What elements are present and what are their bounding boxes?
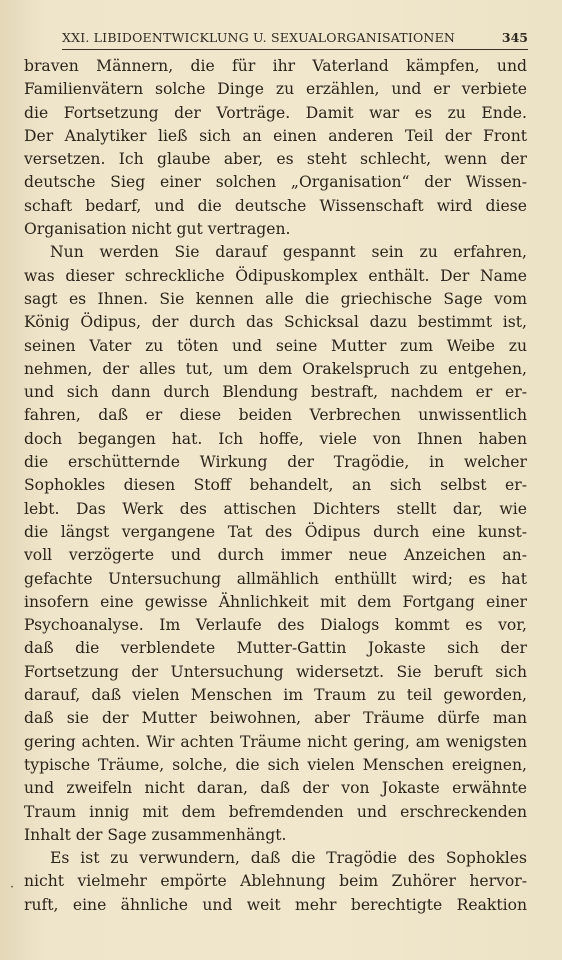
text-line: Sophokles diesen Stoff behandelt, an sich selbst er- — [24, 476, 527, 495]
text-line: was dieser schreckliche Ödipuskomplex enthält. Der Name — [24, 266, 527, 285]
paragraph-start-line: Nun werden Sie darauf gespannt sein zu erfahren, — [50, 243, 527, 262]
running-header-title: XXI. LIBIDOENTWICKLUNG U. SEXUALORGANISATIONEN — [62, 30, 456, 45]
text-line: nehmen, der alles tut, um dem Orakelspruch zu entgehen, — [24, 359, 527, 378]
text-line: ruft, eine ähnliche und weit mehr berechtigte Reaktion — [24, 895, 527, 914]
text-line: Traum innig mit dem befremdenden und erschreckenden — [24, 802, 527, 821]
margin-dot: · — [10, 880, 15, 895]
text-line: versetzen. Ich glaube aber, es steht schlecht, wenn der — [24, 150, 527, 169]
text-line: nicht vielmehr empörte Ablehnung beim Zuhörer hervor- — [24, 872, 527, 891]
text-line: darauf, daß vielen Menschen im Traum zu teil geworden, — [24, 686, 527, 705]
paragraph-start-line: Es ist zu verwundern, daß die Tragödie des Sophokles — [50, 849, 527, 868]
text-line: braven Männern, die für ihr Vaterland kämpfen, und — [24, 57, 527, 75]
text-line: sagt es Ihnen. Sie kennen alle die griechische Sage vom — [24, 289, 527, 308]
text-line: doch begangen hat. Ich hoffe, viele von Ihnen haben — [24, 429, 527, 448]
text-line: deutsche Sieg einer solchen „Organisation“ der Wissen- — [24, 173, 527, 192]
body-text — [24, 55, 527, 917]
text-line: gefachte Untersuchung allmählich enthüllt wird; es hat — [24, 569, 527, 588]
text-line: voll verzögerte und durch immer neue Anzeichen an- — [24, 546, 527, 565]
text-line: Familienvätern solche Dinge zu erzählen, und er verbiete — [24, 80, 527, 99]
text-line: daß die verblendete Mutter-Gattin Jokaste sich der — [24, 639, 527, 658]
text-line: und zweifeln nicht daran, daß der von Jokaste erwähnte — [24, 779, 527, 798]
text-line: Der Analytiker ließ sich an einen anderen Teil der Front — [24, 126, 527, 145]
text-line: daß sie der Mutter beiwohnen, aber Träume dürfe man — [24, 709, 527, 728]
running-header — [62, 27, 528, 50]
text-line: die erschütternde Wirkung der Tragödie, in welcher — [24, 453, 527, 472]
text-line: lebt. Das Werk des attischen Dichters stellt dar, wie — [24, 499, 527, 518]
text-line: gering achten. Wir achten Träume nicht gering, am wenigsten — [24, 732, 527, 751]
text-line: seinen Vater zu töten und seine Mutter zum Weibe zu — [24, 336, 527, 355]
text-line: fahren, daß er diese beiden Verbrechen unwissentlich — [24, 406, 527, 425]
page-number: 345 — [501, 30, 528, 45]
text-line: und sich dann durch Blendung bestraft, nachdem er er- — [24, 383, 527, 402]
text-line: typische Träume, solche, die sich vielen Menschen ereignen, — [24, 755, 527, 774]
text-line: Psychoanalyse. Im Verlaufe des Dialogs kommt es vor, — [24, 616, 527, 635]
text-line: die längst vergangene Tat des Ödipus durch eine kunst- — [24, 522, 527, 541]
text-line: die Fortsetzung der Vorträge. Damit war es zu Ende. — [24, 103, 527, 122]
text-line: insofern eine gewisse Ähnlichkeit mit dem Fortgang einer — [24, 592, 527, 611]
text-line: König Ödipus, der durch das Schicksal dazu bestimmt ist, — [24, 313, 527, 332]
text-line: schaft bedarf, und die deutsche Wissenschaft wird diese — [24, 196, 527, 215]
text-line: Fortsetzung der Untersuchung widersetzt. Sie beruft sich — [24, 662, 527, 681]
text-line: Inhalt der Sage zusammenhängt. — [24, 825, 287, 844]
text-line: Organisation nicht gut vertragen. — [24, 220, 291, 239]
